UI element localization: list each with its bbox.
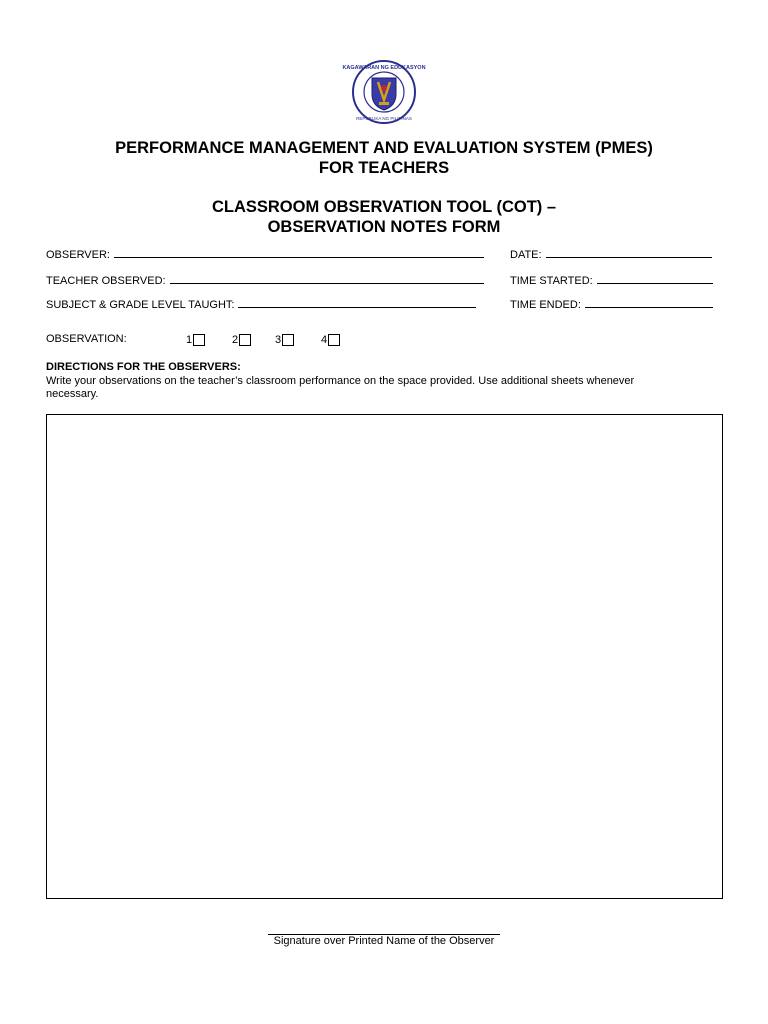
teacher-observed-line[interactable] [170, 273, 484, 284]
time-started-label: TIME STARTED: [510, 275, 593, 287]
observation-option-label: 2 [232, 334, 239, 346]
observation-checkbox-3[interactable] [282, 334, 294, 346]
date-label: DATE: [510, 249, 542, 261]
date-line[interactable] [546, 247, 712, 258]
svg-text:KAGAWARAN NG EDUKASYON: KAGAWARAN NG EDUKASYON [342, 65, 426, 71]
time-ended-field[interactable] [510, 297, 713, 312]
subject-grade-label: SUBJECT & GRADE LEVEL TAUGHT: [46, 299, 235, 311]
time-started-field[interactable] [510, 273, 713, 288]
observation-label: OBSERVATION: [46, 333, 127, 345]
page-title-line2: FOR TEACHERS [318, 159, 450, 177]
observation-option-1[interactable] [186, 330, 205, 347]
directions-text: Write your observations on the teacher’s classroom performance on the space provided. Use additional sheets whenever necessary. [46, 375, 635, 400]
directions-heading: DIRECTIONS FOR THE OBSERVERS: [46, 361, 241, 373]
observation-option-2[interactable] [232, 330, 251, 347]
form-subtitle-line2: OBSERVATION NOTES FORM [267, 218, 501, 236]
observation-checkbox-1[interactable] [193, 334, 205, 346]
teacher-observed-field[interactable] [46, 273, 484, 288]
observer-line[interactable] [114, 247, 484, 258]
observation-option-label: 4 [321, 334, 328, 346]
subject-grade-field[interactable] [46, 297, 476, 312]
observation-option-4[interactable] [321, 330, 340, 347]
subject-grade-line[interactable] [238, 297, 476, 308]
time-started-line[interactable] [597, 273, 713, 284]
svg-text:REPUBLIKA NG PILIPINAS: REPUBLIKA NG PILIPINAS [356, 116, 412, 121]
observation-option-3[interactable] [275, 330, 294, 347]
observation-notes-area[interactable] [46, 414, 723, 899]
observer-label: OBSERVER: [46, 249, 110, 261]
teacher-observed-label: TEACHER OBSERVED: [46, 275, 166, 287]
observation-checkbox-2[interactable] [239, 334, 251, 346]
page-title: PERFORMANCE MANAGEMENT AND EVALUATION SYSTEM (PMES) [115, 139, 653, 157]
form-subtitle: CLASSROOM OBSERVATION TOOL (COT) – [211, 198, 557, 216]
signature-label: Signature over Printed Name of the Observer [273, 935, 495, 947]
observation-option-label: 1 [186, 334, 193, 346]
time-ended-label: TIME ENDED: [510, 299, 581, 311]
time-ended-line[interactable] [585, 297, 713, 308]
date-field[interactable] [510, 247, 712, 262]
seal-icon [342, 60, 426, 124]
observation-checkbox-4[interactable] [328, 334, 340, 346]
observation-option-label: 3 [275, 334, 282, 346]
deped-seal-logo [342, 60, 426, 124]
observer-field[interactable] [46, 247, 484, 262]
